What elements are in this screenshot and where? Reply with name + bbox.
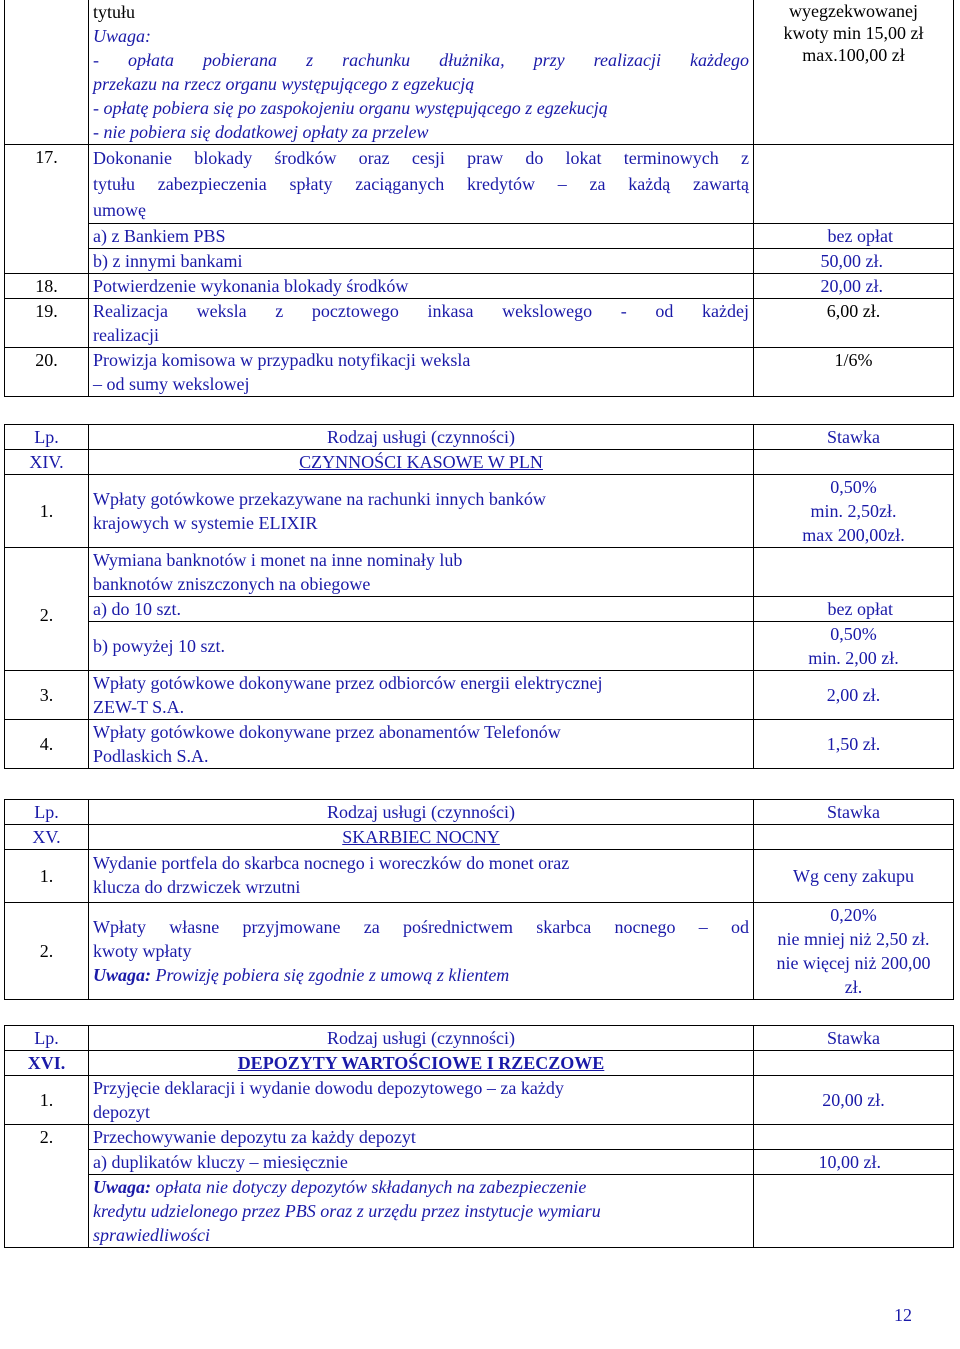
row-text: a) duplikatów kluczy – miesięcznie — [89, 1150, 754, 1175]
row-text: ZEW-T S.A. — [93, 697, 185, 717]
rate-text: 1,50 zł. — [754, 720, 954, 769]
table-row — [5, 274, 954, 299]
note-label: Uwaga: — [93, 965, 151, 985]
row-number: 2. — [5, 548, 89, 671]
row-text: kwoty wpłaty — [93, 941, 192, 961]
rate-text: kwoty min 15,00 zł — [783, 23, 924, 43]
row-text: Dokonanie blokady środków oraz cesji praw do lokat terminowych z — [93, 148, 749, 168]
row-text: a) do 10 szt. — [89, 597, 754, 622]
row-number: 19. — [5, 299, 89, 348]
header-rate: Stawka — [754, 425, 954, 450]
section-xvi-table — [4, 1025, 954, 1248]
row-number: 4. — [5, 720, 89, 769]
header-lp: Lp. — [5, 425, 89, 450]
rate-text: wyegzekwowanej — [789, 1, 918, 21]
table-row — [5, 1175, 954, 1248]
section-title-row — [5, 1051, 954, 1076]
header-rate: Stawka — [754, 800, 954, 825]
row-text: banknotów zniszczonych na obiegowe — [93, 574, 371, 594]
rate-text: Wg ceny zakupu — [754, 850, 954, 903]
note-text: przekazu na rzecz organu występującego z egzekucją — [93, 74, 475, 94]
note-label: Uwaga: — [93, 1177, 151, 1197]
table-row — [5, 299, 954, 348]
row-text: Wpłaty własne przyjmowane za pośrednictwem skarbca nocnego – od — [93, 917, 749, 937]
rate-text: 6,00 zł. — [754, 299, 954, 348]
table-row — [5, 145, 954, 224]
row-text: Wydanie portfela do skarbca nocnego i woreczków do monet oraz — [93, 853, 570, 873]
section-title: DEPOZYTY WARTOŚCIOWE I RZECZOWE — [89, 1051, 754, 1076]
section-number: XIV. — [5, 450, 89, 475]
table-row — [5, 720, 954, 769]
rate-cell: 0,50% min. 2,50zł. max 200,00zł. — [754, 475, 954, 548]
row-text: b) z innymi bankami — [89, 249, 754, 274]
note-text: - opłata pobierana z rachunku dłużnika, przy realizacji każdego — [93, 50, 749, 70]
rate-text: 20,00 zł. — [754, 274, 954, 299]
row-text: tytułu — [93, 2, 136, 22]
row-text: klucza do drzwiczek wrzutni — [93, 877, 301, 897]
note-cell — [89, 1175, 754, 1248]
table-row — [5, 475, 954, 548]
row-number: 2. — [5, 1125, 89, 1248]
section-title-row — [5, 450, 954, 475]
row-text: Wymiana banknotów i monet na inne nominały lub — [93, 550, 463, 570]
row-text: Przechowywanie depozytu za każdy depozyt — [89, 1125, 754, 1150]
row-text: b) powyżej 10 szt. — [89, 622, 754, 671]
row-number: 1. — [5, 1076, 89, 1125]
table-row — [5, 1150, 954, 1175]
table-row — [5, 671, 954, 720]
row-text: Przyjęcie deklaracji i wydanie dowodu depozytowego – za każdy — [93, 1078, 564, 1098]
section-title: CZYNNOŚCI KASOWE W PLN — [89, 450, 754, 475]
rate-text: max.100,00 zł — [802, 45, 905, 65]
note-text: kredytu udzielonego przez PBS oraz z urzędu przez instytucje wymiaru — [93, 1201, 601, 1221]
table-row — [5, 249, 954, 274]
table-header-row — [5, 800, 954, 825]
rate-cell: 0,50% min. 2,00 zł. — [754, 622, 954, 671]
note-label: Uwaga: — [93, 26, 151, 46]
rate-text: 10,00 zł. — [754, 1150, 954, 1175]
table-row — [5, 850, 954, 903]
header-rate: Stawka — [754, 1026, 954, 1051]
row-number: 1. — [5, 850, 89, 903]
rate-text: bez opłat — [754, 224, 954, 249]
table-row — [5, 348, 954, 397]
table-row — [5, 548, 954, 597]
table-row — [5, 1125, 954, 1150]
table-row — [5, 597, 954, 622]
table-row — [5, 1076, 954, 1125]
row-text: Wpłaty gotówkowe przekazywane na rachunki innych banków — [93, 489, 546, 509]
table-row — [5, 903, 954, 1000]
row-number: 18. — [5, 274, 89, 299]
table-row — [5, 224, 954, 249]
row-text: a) z Bankiem PBS — [89, 224, 754, 249]
header-lp: Lp. — [5, 1026, 89, 1051]
header-lp: Lp. — [5, 800, 89, 825]
row-text: depozyt — [93, 1102, 150, 1122]
note-text: - nie pobiera się dodatkowej opłaty za przelew — [93, 122, 429, 142]
note-text: - opłatę pobiera się po zaspokojeniu organu występującego z egzekucją — [93, 98, 608, 118]
table-row — [5, 622, 954, 671]
row-text: umowę — [93, 200, 146, 220]
note-text: opłata nie dotyczy depozytów składanych na zabezpieczenie — [155, 1177, 587, 1197]
row-text: Realizacja weksla z pocztowego inkasa wekslowego - od każdej — [93, 301, 749, 321]
row-text: Wpłaty gotówkowe dokonywane przez abonamentów Telefonów — [93, 722, 561, 742]
rate-cell — [754, 0, 954, 145]
rate-text: 1/6% — [754, 348, 954, 397]
table-row — [5, 0, 954, 145]
row-number: 17. — [5, 145, 89, 274]
row-number: 2. — [5, 903, 89, 1000]
row-text: Potwierdzenie wykonania blokady środków — [89, 274, 754, 299]
section-xiv-table — [4, 424, 954, 769]
header-service: Rodzaj usługi (czynności) — [89, 1026, 754, 1051]
row-text: – od sumy wekslowej — [93, 374, 250, 394]
row-number: 20. — [5, 348, 89, 397]
header-service: Rodzaj usługi (czynności) — [89, 800, 754, 825]
table-header-row — [5, 1026, 954, 1051]
rate-text: 50,00 zł. — [754, 249, 954, 274]
note-text: sprawiedliwości — [93, 1225, 211, 1245]
row-text: Podlaskich S.A. — [93, 746, 209, 766]
row-number: 3. — [5, 671, 89, 720]
rate-cell: 0,20% nie mniej niż 2,50 zł. nie więcej niż 200,00 zł. — [754, 903, 954, 1000]
section-title-row — [5, 825, 954, 850]
note-text: Prowizję pobiera się zgodnie z umową z klientem — [155, 965, 510, 985]
table-header-row — [5, 425, 954, 450]
section-number: XVI. — [5, 1051, 89, 1076]
row-number: 1. — [5, 475, 89, 548]
row-text: krajowych w systemie ELIXIR — [93, 513, 318, 533]
section-title: SKARBIEC NOCNY — [89, 825, 754, 850]
row-text: Prowizja komisowa w przypadku notyfikacji weksla — [93, 350, 471, 370]
rate-text: 2,00 zł. — [754, 671, 954, 720]
rate-text: bez opłat — [754, 597, 954, 622]
page-number: 12 — [894, 1305, 912, 1325]
header-service: Rodzaj usługi (czynności) — [89, 425, 754, 450]
row-text: Wpłaty gotówkowe dokonywane przez odbiorców energii elektrycznej — [93, 673, 603, 693]
row-text: tytułu zabezpieczenia spłaty zaciąganych kredytów – za każdą zawartą — [93, 174, 749, 194]
row-text: realizacji — [93, 325, 159, 345]
fee-table-continuation — [4, 0, 954, 397]
section-number: XV. — [5, 825, 89, 850]
rate-text: 20,00 zł. — [754, 1076, 954, 1125]
section-xv-table — [4, 799, 954, 1000]
